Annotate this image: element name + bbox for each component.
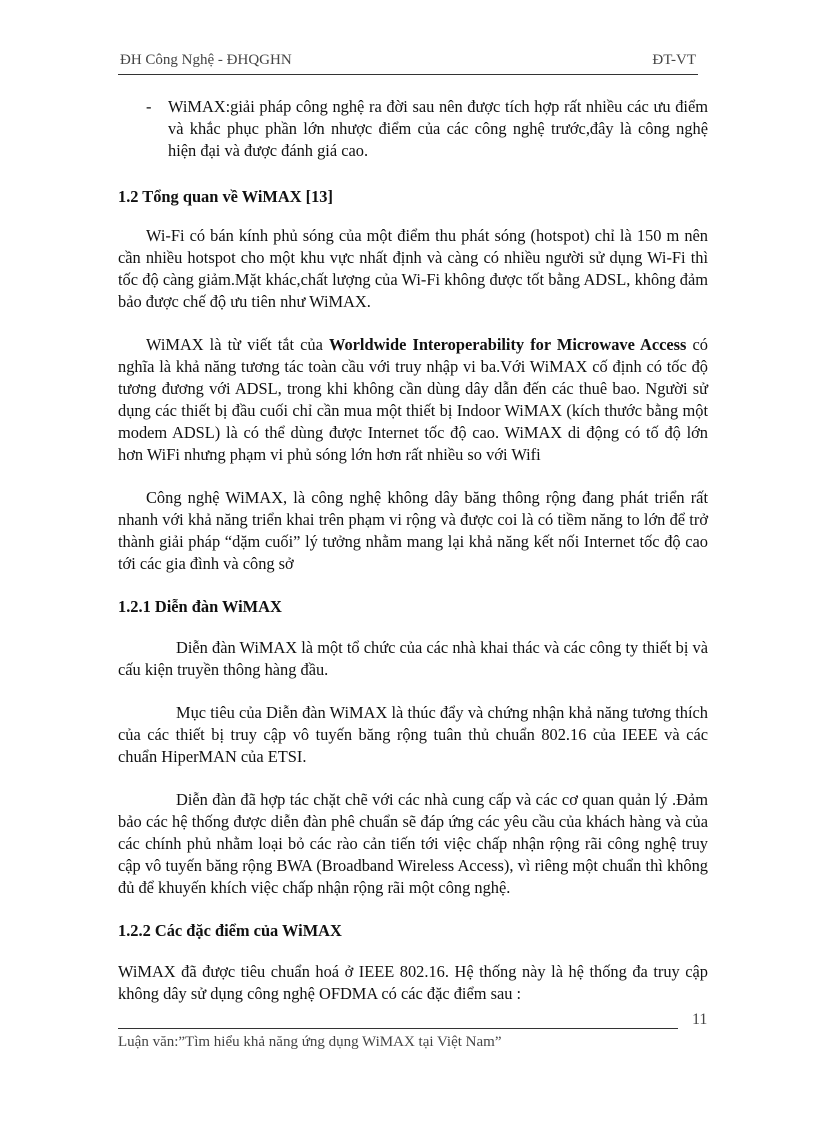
- footer-thesis-title: Luận văn:”Tìm hiểu khả năng ứng dụng WiMAX tại Việt Nam”: [118, 1034, 502, 1050]
- section-1-2-1-paragraph-2: Mục tiêu của Diễn đàn WiMAX là thúc đẩy và chứng nhận khả năng tương thích của các thiết bị truy cập vô tuyến băng rộng tuân thủ chuẩn 802.16 của IEEE và các chuẩn HiperMAN của ETSI.: [118, 703, 708, 766]
- footer-rule: [118, 1028, 678, 1029]
- page-header: [118, 52, 698, 75]
- paragraph-2-rest: có nghĩa là khả năng tương tác toàn cầu với truy nhập vi ba.Với WiMAX cố định có tốc độ tương đương với ADSL, trong khi không cần dùng dây dẫn đến các thuê bao. Người sử dụng các thiết bị đầu cuối chỉ cần mua một thiết bị Indoor WiMAX (kích thước bằng một modem ADSL) là có thể dùng được Internet tốc độ cao. WiMAX di động có tố độ lớn hơn WiFi nhưng phạm vi phủ sóng lớn hơn rất nhiều so với Wifi: [118, 335, 708, 464]
- section-1-2-2-paragraph-1: WiMAX đã được tiêu chuẩn hoá ở IEEE 802.16. Hệ thống này là hệ thống đa truy cập không dây sử dụng công nghệ OFDMA có các đặc điểm sau :: [118, 962, 708, 1003]
- header-department: ĐT-VT: [652, 52, 696, 68]
- section-1-2-paragraph-3: Công nghệ WiMAX, là công nghệ không dây băng thông rộng đang phát triển rất nhanh với khả năng triển khai trên phạm vi rộng và được coi là có tiềm năng to lớn để trở thành giải pháp “dặm cuối” lý tưởng nhằm mang lại khả năng kết nối Internet tốc độ cao tới các gia đình và công sở: [118, 488, 708, 573]
- bullet-text: WiMAX:giải pháp công nghệ ra đời sau nên được tích hợp rất nhiều các ưu điểm và khắc phục phần lớn nhược điểm của các công nghệ trước,đây là công nghệ hiện đại và được đánh giá cao.: [168, 97, 708, 160]
- bullet-item: [118, 96, 708, 162]
- header-institution: ĐH Công Nghệ - ĐHQGHN: [120, 52, 292, 68]
- bullet-dash: -: [146, 97, 152, 116]
- section-1-2-1-paragraph-1: Diễn đàn WiMAX là một tổ chức của các nhà khai thác và các công ty thiết bị và cấu kiện truyền thông hàng đầu.: [118, 638, 708, 679]
- section-1-2-2-heading: 1.2.2 Các đặc điểm của WiMAX: [118, 921, 342, 940]
- section-1-2-paragraph-2: [118, 334, 708, 466]
- paragraph-2-lead: WiMAX là từ viết tắt của: [146, 335, 329, 354]
- page-number: 11: [692, 1011, 708, 1028]
- section-1-2-1-heading: 1.2.1 Diễn đàn WiMAX: [118, 597, 282, 616]
- section-1-2-1-paragraph-3: Diễn đàn đã hợp tác chặt chẽ với các nhà cung cấp và các cơ quan quản lý .Đảm bảo các hệ thống được diễn đàn phê chuẩn sẽ đáp ứng các yêu cầu của khách hàng và của các chính phủ nhằm loại bỏ các rào cản tiến tới việc chấp nhận rộng rãi công nghệ truy cập vô tuyến băng rộng BWA (Broadband Wireless Access), vì riêng một chuẩn thì không đủ để khuyến khích việc chấp nhận rộng rãi một công nghệ.: [118, 790, 708, 897]
- section-1-2-heading: 1.2 Tổng quan về WiMAX [13]: [118, 187, 333, 206]
- page-content: [118, 96, 708, 1005]
- wimax-expansion: Worldwide Interoperability for Microwave Access: [328, 335, 687, 354]
- section-1-2-paragraph-1: Wi-Fi có bán kính phủ sóng của một điểm thu phát sóng (hotspot) chỉ là 150 m nên cần nhiều hotspot cho một khu vực nhất định và càng có nhiều người sử dụng Wi-Fi thì tốc độ càng giảm.Mặt khác,chất lượng của Wi-Fi không được tốt bằng ADSL, không đảm bảo được chế độ ưu tiên như WiMAX.: [118, 226, 708, 311]
